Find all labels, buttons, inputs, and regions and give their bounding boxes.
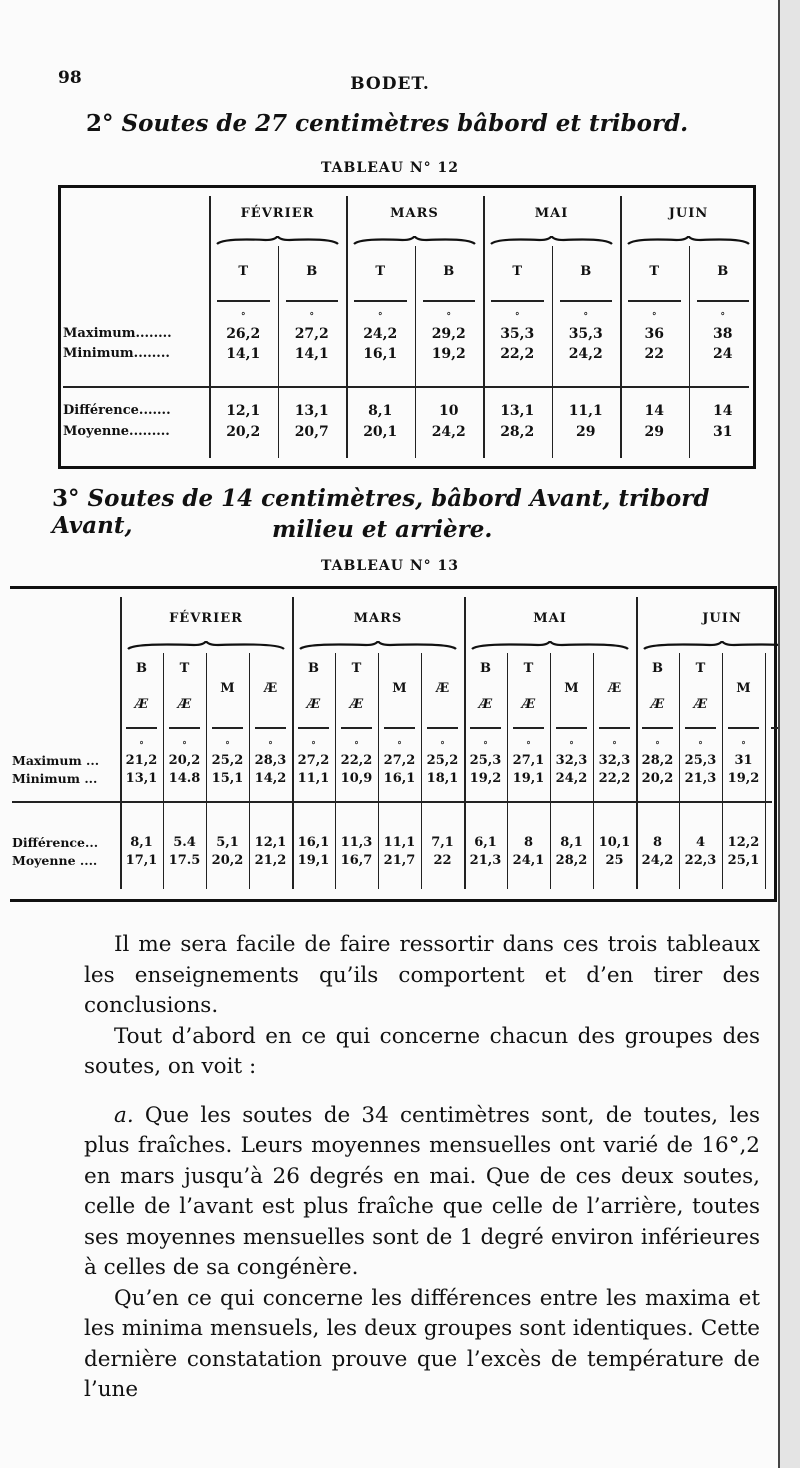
table-12-month-header: MARS [390,206,439,221]
table-13-subhead-top: B [308,661,319,676]
table-13-degree-mark: ° [655,741,660,751]
table-12-cell: 29 [576,424,596,440]
table-13-cell: 14,2 [254,771,287,786]
table-12-cell: 14,1 [226,346,261,362]
table-13-degree-mark: ° [440,741,445,751]
table-12-cell: 31 [713,424,733,440]
table-13-rule [556,727,587,729]
table-13-row-label: Moyenne .... [12,853,98,868]
table-13-cell: 25,2 [211,753,244,768]
table-13-cell: 17.5 [168,853,201,868]
table-13-cell: 19,1 [297,853,330,868]
table-12-month-brace [626,236,751,246]
table-13-cell: 7,1 [431,835,454,850]
table-13-cell: 28,2 [555,853,588,868]
table-13-subhead-mid: M [220,681,235,696]
table-12-cell: 8,1 [368,403,393,419]
section-3-number: 3° [52,485,80,512]
page-edge [778,0,800,1468]
section-3-title-line1: Soutes de 14 centimètres, bâbord Avant, tribord Avant, [52,485,710,539]
paragraph-1: Il me sera facile de faire ressortir dans ces trois tableaux les enseignements qu’ils comportent et d’en tirer des conclusions. [84,932,760,1018]
table-13-subhead-top: T [179,661,190,676]
table-13-month-header: MARS [353,611,403,626]
table-12-cell: 20,2 [226,424,261,440]
table-13-subhead-top: B [652,661,663,676]
table-13-cell: 20,2 [641,771,674,786]
table-12-cell: 14,1 [294,346,329,362]
table-12-subhead: T [512,264,523,279]
table-12-cell: 29,2 [431,326,466,342]
table-13-subhead-bot: Æ [521,697,536,712]
table-13-degree-mark: ° [569,741,574,751]
table-13-cell: 4 [695,835,706,850]
table-12-month-header: JUIN [668,206,709,221]
table-13-cell: 16,1 [297,835,330,850]
table-13-cell: 19,1 [512,771,545,786]
table-13-cell: 21,7 [383,853,416,868]
table-12-rule [491,300,544,302]
table-13-degree-mark: ° [397,741,402,751]
table-13-degree-mark: ° [741,741,746,751]
table-12-degree-mark: ° [446,312,451,322]
table-12-degree-mark: ° [720,312,725,322]
table-13-cell: 21,2 [254,853,287,868]
table-13-rule [255,727,286,729]
table-13-cell: 8,1 [560,835,583,850]
table-13-cell: 20,2 [168,753,201,768]
table-13-rule [169,727,200,729]
table-12-cell: 35,3 [568,326,603,342]
table-13-rule [728,727,759,729]
table-13-cell: 24,2 [641,853,674,868]
table-13-degree-mark: ° [311,741,316,751]
table-13-cell: 31 [734,753,753,768]
table-13-degree-mark: ° [612,741,617,751]
table-12-subhead: B [580,264,592,279]
section-2-heading [86,110,688,137]
table-12-rule [423,300,476,302]
table-12-cell: 11,1 [568,403,603,419]
table-13-month-header: JUIN [702,611,742,626]
table-13-subhead-top: T [695,661,706,676]
table-12-degree-mark: ° [309,312,314,322]
table-13-cell: 27,2 [383,753,416,768]
table-13-cell: 32,3 [598,753,631,768]
table-13-subhead-top: B [136,661,147,676]
table-13-caption: TABLEAU N° 13 [321,558,459,574]
table-13-cell: 28,2 [641,753,674,768]
body-text [84,930,760,1406]
table-12-cell: 12,1 [226,403,261,419]
table-13-cell: 28,3 [254,753,287,768]
table-13-cell: 24,2 [555,771,588,786]
table-13-cell: 10,9 [340,771,373,786]
table-12-cell: 24 [713,346,733,362]
table-12-cell: 24,2 [568,346,603,362]
table-12-rule [354,300,407,302]
table-12-cell: 35,3 [500,326,535,342]
table-13-cell: 25,3 [684,753,717,768]
table-13-degree-mark: ° [268,741,273,751]
table-12-cell: 19,2 [431,346,466,362]
table-12-cell: 14 [644,403,664,419]
table-12-cell: 36 [644,326,664,342]
paragraph-4: Qu’en ce qui concerne les différences entre les maxima et les minima mensuels, les deux groupes sont identiques. Cette dernière constatation prouve que l’excès de température de l’une [84,1285,760,1402]
table-12-cell: 24,2 [431,424,466,440]
table-13-row-label: Minimum ... [12,771,98,786]
table-13-degree-mark: ° [139,741,144,751]
table-13-subhead-bot: Æ [478,697,493,712]
table-12-cell: 20,1 [363,424,398,440]
paragraph-2: Tout d’abord en ce qui concerne chacun des groupes des soutes, on voit : [84,1023,760,1079]
running-head: BODET. [350,74,430,94]
table-13-cell: 22,2 [340,753,373,768]
table-12-rule [697,300,750,302]
paragraph-3-letter: a. [114,1102,134,1128]
table-13-cell: 8 [652,835,663,850]
table-12-cell: 10 [439,403,459,419]
table-13-degree-mark: ° [483,741,488,751]
table-12-row-label: Différence....... [63,403,171,418]
table-13-cell: 27,2 [297,753,330,768]
table-12-degree-mark: ° [241,312,246,322]
table-13-cell: 22 [433,853,452,868]
table-12-cell: 22 [644,346,664,362]
table-13-row-rule [12,801,772,803]
table-12-subhead: B [443,264,455,279]
table-13-cell: 19,2 [727,771,760,786]
table-13-rule [384,727,415,729]
table-12-cell: 22,2 [500,346,535,362]
table-13-subhead-bot: Æ [306,697,321,712]
table-12-caption: TABLEAU N° 12 [321,160,459,176]
table-12-subhead: T [238,264,249,279]
table-13-cell: 25,1 [727,853,760,868]
table-13-month-brace [642,641,800,651]
table-12-degree-mark: ° [378,312,383,322]
table-12-subhead: B [306,264,318,279]
table-12-subhead: T [649,264,660,279]
table-13-rule [126,727,157,729]
table-13-cell: 12,1 [254,835,287,850]
table-13-subhead-mid: M [736,681,751,696]
table-13-cell: 15,1 [211,771,244,786]
table-13-cell: 5.4 [173,835,196,850]
table-13-degree-mark: ° [225,741,230,751]
table-13-degree-mark: ° [526,741,531,751]
paragraph-3 [84,1101,760,1284]
table-13-cell: 22,3 [684,853,717,868]
table-13 [10,586,777,902]
table-13-cell: 20,2 [211,853,244,868]
table-13-cell: 8 [523,835,534,850]
table-13-month-brace [126,641,286,651]
table-13-rule [427,727,458,729]
table-12-degree-mark: ° [652,312,657,322]
table-13-subhead-mid: M [564,681,579,696]
table-12-rule [560,300,613,302]
table-13-subhead-mid: Æ [263,681,278,696]
table-13-rule [470,727,501,729]
table-12-row-label: Minimum........ [63,346,170,361]
table-12-cell: 26,2 [226,326,261,342]
table-13-cell: 16,7 [340,853,373,868]
section-2-title: Soutes de 27 centimètres bâbord et tribord. [121,110,689,137]
table-12-cell: 14 [713,403,733,419]
table-13-cell: 14.8 [168,771,201,786]
table-13-cell: 6,1 [474,835,497,850]
table-13-subhead-bot: Æ [650,697,665,712]
table-13-cell: 19,2 [469,771,502,786]
table-12-month-brace [215,236,340,246]
table-13-subhead-top: T [523,661,534,676]
table-13-cell: 25,3 [469,753,502,768]
table-12-cell: 27,2 [294,326,329,342]
table-12-cell: 28,2 [500,424,535,440]
table-12-month-brace [352,236,477,246]
table-13-subhead-bot: Æ [134,697,149,712]
table-12 [58,185,756,469]
table-13-subhead-bot: Æ [693,697,708,712]
table-13-subhead-bot: Æ [349,697,364,712]
table-12-month-brace [489,236,614,246]
paragraph-3-text: Que les soutes de 34 centimètres sont, de toutes, les plus fraîches. Leurs moyennes mensuelles ont varié de 16°,2 en mars jusqu’à 26 degrés en mai. Que de ces deux soutes, celle de l’avant est plus fraîche que celle de l’arrière, toutes ses moyennes mensuelles sont de 1 degré environ inférieures à celles de sa congénère. [84,1102,760,1280]
table-13-cell: 32,3 [555,753,588,768]
table-13-cell: 25,2 [426,753,459,768]
table-12-cell: 13,1 [500,403,535,419]
table-12-cell: 20,7 [294,424,329,440]
table-13-subhead-mid: M [392,681,407,696]
table-13-row-label: Maximum ... [12,753,100,768]
table-13-cell: 8,1 [130,835,153,850]
table-13-subhead-mid: Æ [435,681,450,696]
table-13-cell: 25 [605,853,624,868]
table-13-rule [642,727,673,729]
table-13-subhead-top: T [351,661,362,676]
table-12-row-rule [63,386,749,388]
table-13-month-header: FÉVRIER [169,611,243,626]
table-12-cell: 13,1 [294,403,329,419]
table-13-cell: 21,3 [684,771,717,786]
table-13-cell: 11,3 [340,835,373,850]
table-13-rule [298,727,329,729]
table-13-rule [685,727,716,729]
table-13-rule [212,727,243,729]
table-13-cell: 10,1 [598,835,631,850]
table-12-degree-mark: ° [515,312,520,322]
table-13-subhead-mid: Æ [607,681,622,696]
table-13-cell: 18,1 [426,771,459,786]
table-13-month-brace [470,641,630,651]
table-12-cell: 16,1 [363,346,398,362]
table-13-rule [341,727,372,729]
section-2-number: 2° [86,110,114,137]
page-number: 98 [58,68,82,88]
table-13-cell: 11,1 [383,835,416,850]
table-12-cell: 29 [644,424,664,440]
table-12-degree-mark: ° [583,312,588,322]
section-3-title-line2: milieu et arrière. [272,516,493,543]
table-12-month-header: FÉVRIER [240,206,315,221]
table-13-degree-mark: ° [698,741,703,751]
table-13-degree-mark: ° [354,741,359,751]
table-12-subhead: T [375,264,386,279]
table-13-row-label: Différence... [12,835,99,850]
table-12-rule [628,300,681,302]
table-12-subhead: B [717,264,729,279]
table-12-row-label: Moyenne......... [63,424,170,439]
table-13-rule [599,727,630,729]
table-12-row-label: Maximum........ [63,326,172,341]
table-13-cell: 22,2 [598,771,631,786]
table-12-rule [286,300,339,302]
table-13-cell: 24,1 [512,853,545,868]
table-13-cell: 21,3 [469,853,502,868]
table-12-rule [217,300,270,302]
table-13-cell: 16,1 [383,771,416,786]
table-12-month-header: MAI [534,206,569,221]
table-13-subhead-bot: Æ [177,697,192,712]
table-13-cell: 21,2 [125,753,158,768]
table-13-cell: 5,1 [216,835,239,850]
table-12-cell: 38 [713,326,733,342]
table-13-cell: 12,2 [727,835,760,850]
table-13-rule [513,727,544,729]
table-13-cell: 11,1 [297,771,330,786]
table-13-degree-mark: ° [182,741,187,751]
table-13-month-header: MAI [533,611,567,626]
table-13-month-brace [298,641,458,651]
table-13-cell: 13,1 [125,771,158,786]
table-13-cell: 27,1 [512,753,545,768]
table-13-cell: 17,1 [125,853,158,868]
table-12-cell: 24,2 [363,326,398,342]
table-13-subhead-top: B [480,661,491,676]
